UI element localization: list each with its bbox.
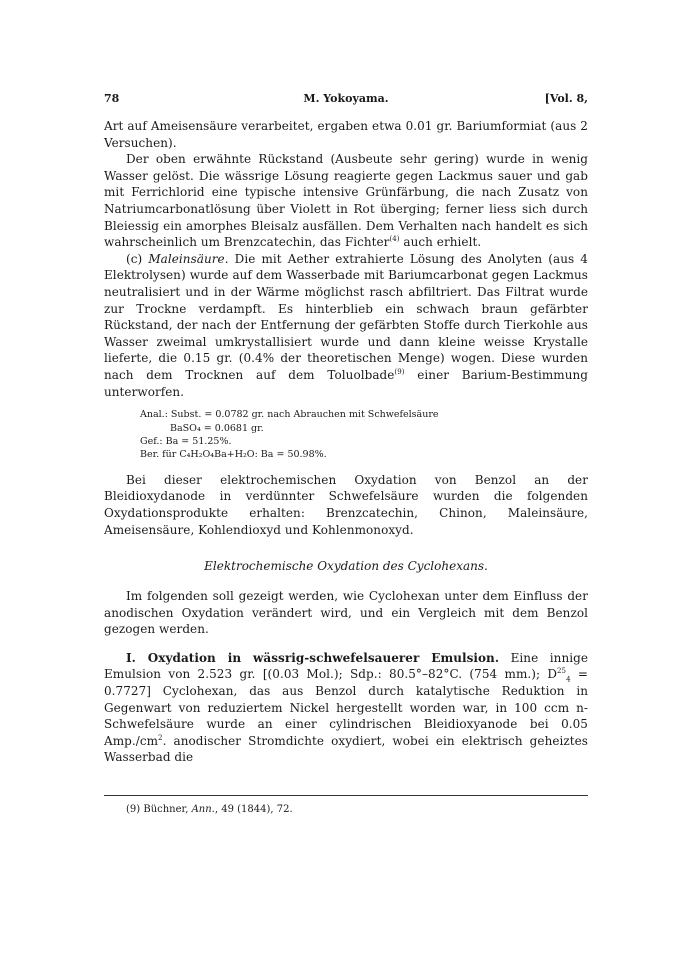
volume-label: [Vol. 8, bbox=[544, 92, 588, 105]
paragraph-2-end: auch erhielt. bbox=[399, 235, 482, 250]
paragraph-6-text-c: . anodischer Stromdichte oxydiert, wobei ein elektrisch geheiztes Wasserbad die bbox=[104, 733, 588, 765]
analysis-line-3: Gef.: Ba = 51.25%. bbox=[140, 435, 232, 447]
analysis-line-4: Ber. für C₄H₂O₄Ba+H₂O: Ba = 50.98%. bbox=[140, 449, 327, 461]
main-text bbox=[104, 118, 588, 766]
running-author: M. Yokoyama. bbox=[303, 92, 389, 105]
paragraph-3-text: Die mit Aether extrahierte Lösung des Anolyten (aus 4 Elektrolysen) wurde auf dem Wasserbade mit Bariumcarbonat gegen Lackmus neutralisiert und in der Wärme möglichst rasch abfiltriert. Das Filtrat wurde zur Trockne verdampft. Es hinterblieb ein schwach braun gefärbter Rückstand, der nach der Entfernung der gefärbten Stoffe durch Tierkohle aus Wasser zweimal umkrystallisiert wurde und dann kleine weisse Krystalle lieferte, die 0.15 gr. (0.4% der theoretischen Menge) wogen. Diese wurden nach dem Trocknen auf dem Toluolbade bbox=[104, 251, 588, 382]
paragraph-3-end: einer Barium-Bestimmung unterworfen. bbox=[104, 367, 588, 399]
paragraph-5: Im folgenden soll gezeigt werden, wie Cyclohexan unter dem Einfluss der anodischen Oxydation verändert wird, und ein Vergleich mit dem Benzol gezogen werden. bbox=[104, 589, 588, 637]
analysis-block bbox=[140, 408, 588, 462]
reference-4: (4) bbox=[389, 235, 400, 244]
footnote-number: (9) bbox=[126, 804, 141, 815]
footnote-author: Büchner, bbox=[140, 804, 192, 815]
page-number: 78 bbox=[104, 92, 120, 105]
paragraph-6 bbox=[104, 650, 588, 766]
footnote-9 bbox=[126, 803, 293, 816]
section-title: Elektrochemische Oxydation des Cyclohexans. bbox=[204, 559, 488, 574]
analysis-line-2: BaSO₄ = 0.0681 gr. bbox=[170, 422, 264, 434]
paragraph-4: Bei dieser elektrochemischen Oxydation von Benzol an der Bleidioxydanode in verdünnter Schwefelsäure wurden die folgenden Oxydationsprodukte erhalten: Brenzcatechin, Chinon, Maleinsäure, Ameisensäure, Kohlendioxyd und Kohlenmonoxyd. bbox=[104, 472, 588, 537]
density-reference: 4 bbox=[566, 675, 571, 684]
footnote-citation: , 49 (1844), 72. bbox=[214, 804, 293, 815]
subsection-title: Maleinsäure. bbox=[148, 251, 229, 266]
paragraph-6-text-a: Eine innige Emulsion von 2.523 gr. [(0.03 Mol.); Sdp.: 80.5°–82°C. (754 mm.); D bbox=[104, 650, 588, 682]
paragraph-2-text: Der oben erwähnte Rückstand (Ausbeute sehr gering) wurde in wenig Wasser gelöst. Die wässrige Lösung reagierte gegen Lackmus sauer und gab mit Ferrichlorid eine typische intensive Grünfärbung, die nach Zusatz von Natriumcarbonatlösung über Violett in Rot überging; ferner liess sich durch Bleiessig ein amorphes Bleisalz ausfällen. Dem Verhalten nach handelt es sich wahrscheinlich um Brenzcatechin, das Fichter bbox=[104, 152, 588, 250]
reference-9: (9) bbox=[394, 367, 405, 376]
density-temperature: 25 bbox=[557, 667, 567, 676]
subsection-label: (c) bbox=[126, 251, 149, 266]
footnote-rule bbox=[104, 795, 588, 796]
paragraph-1: Art auf Ameisensäure verarbeitet, ergaben etwa 0.01 gr. Bariumformiat (aus 2 Versuchen). bbox=[104, 119, 588, 150]
paragraph-6-text-b: = 0.7727] Cyclohexan, das aus Benzol durch katalytische Reduktion in Gegenwart von reduziertem Nickel hergestellt worden war, in 100 ccm n-Schwefelsäure wurde an einer cylindrischen Bleidioxyanode bei 0.05 Amp./cm bbox=[104, 667, 588, 748]
analysis-line-1: Anal.: Subst. = 0.0782 gr. nach Abrauchen mit Schwefelsäure bbox=[140, 409, 439, 421]
paragraph-3 bbox=[104, 251, 588, 400]
unit-exponent: 2 bbox=[158, 733, 163, 742]
footnote-journal: Ann. bbox=[191, 804, 215, 815]
paragraph-6-heading: I. Oxydation in wässrig-schwefelsauerer Emulsion. bbox=[126, 650, 500, 665]
paragraph-2 bbox=[104, 151, 588, 251]
